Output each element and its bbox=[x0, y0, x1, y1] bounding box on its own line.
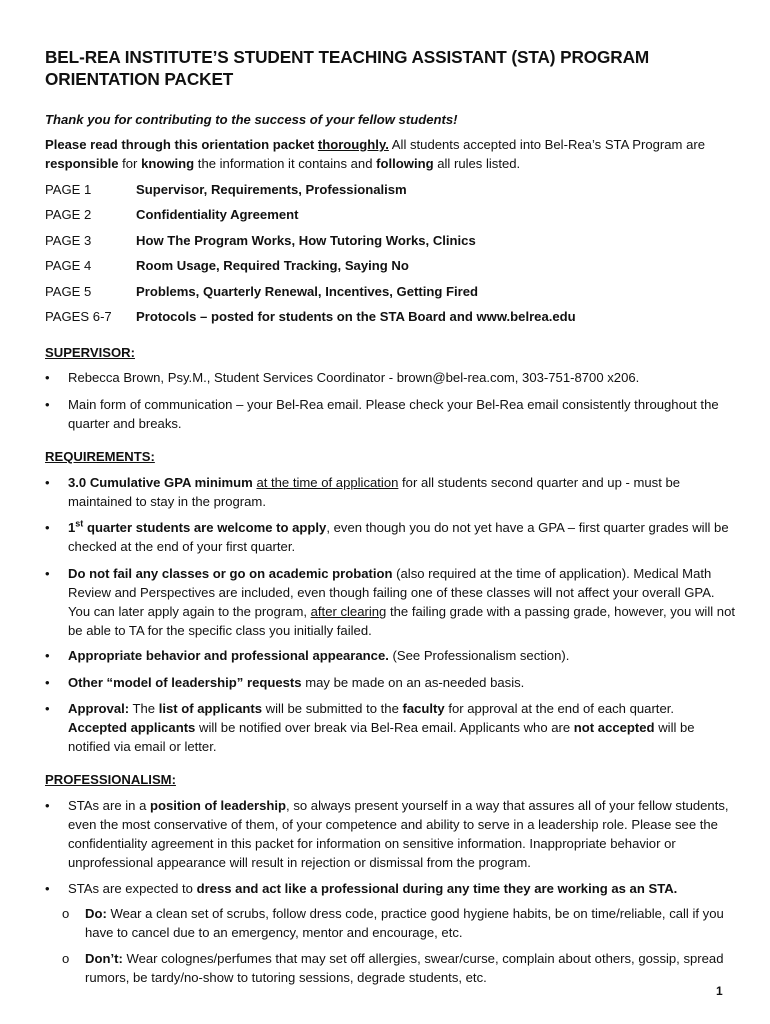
circle-bullet-icon: o bbox=[62, 906, 70, 921]
bullet-icon: • bbox=[45, 370, 50, 385]
intro-paragraph: Please read through this orientation packet thoroughly. All students accepted into Bel-Rea’s STA Program are responsible for knowing the information it contains and following all rules listed. bbox=[45, 137, 705, 171]
document-page: BEL-REA INSTITUTE’S STUDENT TEACHING ASSISTANT (STA) PROGRAM ORIENTATION PACKET Thank you for contributing to the success of your fellow students! Please read through this orientation packet thoroughly. All students accepted into Bel-Rea’s STA Program are responsible for knowing the information it contains and following all rules listed. PAGE 1 Supervisor, Requirements, Professionalism PAGE 2 Confidentiality Agreement PAGE 3 How The Program Works, How Tutoring Works, Clinics PAGE 4 Room Usage, Required Tracking, Saying No PAGE 5 Problems, Quarterly Renewal, Incentives, Getting Fired PAGES 6-7 Protocols – posted for students on the STA Board and www.belrea.edu SUPERVISOR: • Rebecca Brown, Psy.M., Student Services Coordinator - brown@bel-rea.com, 303-751-8700 x206. • Main form of communication – your Bel-Rea email. Please check your Bel-Rea email consistently throughout the quarter and breaks. REQUIREMENTS: • 3.0 Cumulative GPA minimum at the time of application for all students second quarter and up - must be maintained to stay in the program. • 1st quarter students are welcome to apply, even though you do not yet have a GPA – first quarter grades will be checked at the end of your first quarter. • Do not fail any classes or go on academic probation (also required at the time of application). Medical Math Review and Perspectives are included, even though failing one of these classes will not affect your overall GPA. You can later apply again to the program, after clearing the failing grade with a passing grade, however, you will not be able to TA for the specific class you initially failed. • Appropriate behavior and professional appearance. (See Professionalism section). • Other “model of leadership” requests may be made on an as-needed basis. • Approval: The list of applicants will be submitted to the faculty for approval at the end of each quarter. Accepted applicants will be notified over break via Bel-Rea email. Applicants who are not accepted will be notified via email or letter. PROFESSIONALISM: • STAs are in a position of leadership, so always present yourself in a way that assures all of your fellow students, even the most conservative of them, of your competence and ability to serve in a leadership role. Please see the confidentiality agreement in this packet for information on sensitive information. Inappropriate behavior or unprofessional appearance will result in rejection or dismissal from the program. • STAs are expected to dress and act like a professional during any time they are working as an STA. o Do: Wear a clean set of scrubs, follow dress code, practice good hygiene habits, be on time/reliable, call if you have to cancel due to an emergency, mentor and encourage, etc. o Don’t: Wear colognes/perfumes that may set off allergies, swear/curse, complain about others, gossip, spread rumors, be tardy/no-show to tutoring sessions, degrade students, etc. 1 bbox=[45, 47, 735, 998]
thank-you-line: Thank you for contributing to the success of your fellow students! bbox=[45, 112, 458, 127]
bullet-icon: • bbox=[45, 397, 50, 412]
supervisor-heading: SUPERVISOR: bbox=[45, 345, 135, 360]
circle-bullet-icon: o bbox=[62, 951, 70, 966]
bullet-icon: • bbox=[45, 475, 50, 490]
bullet-icon: • bbox=[45, 881, 50, 896]
professionalism-heading: PROFESSIONALISM: bbox=[45, 772, 176, 787]
document-title: BEL-REA INSTITUTE’S STUDENT TEACHING ASSISTANT (STA) PROGRAM ORIENTATION PACKET bbox=[45, 47, 650, 89]
bullet-icon: • bbox=[45, 701, 50, 716]
requirements-heading: REQUIREMENTS: bbox=[45, 449, 155, 464]
bullet-icon: • bbox=[45, 566, 50, 581]
bullet-icon: • bbox=[45, 798, 50, 813]
page-number: 1 bbox=[716, 984, 723, 998]
bullet-icon: • bbox=[45, 675, 50, 690]
bullet-icon: • bbox=[45, 648, 50, 663]
bullet-icon: • bbox=[45, 520, 50, 535]
